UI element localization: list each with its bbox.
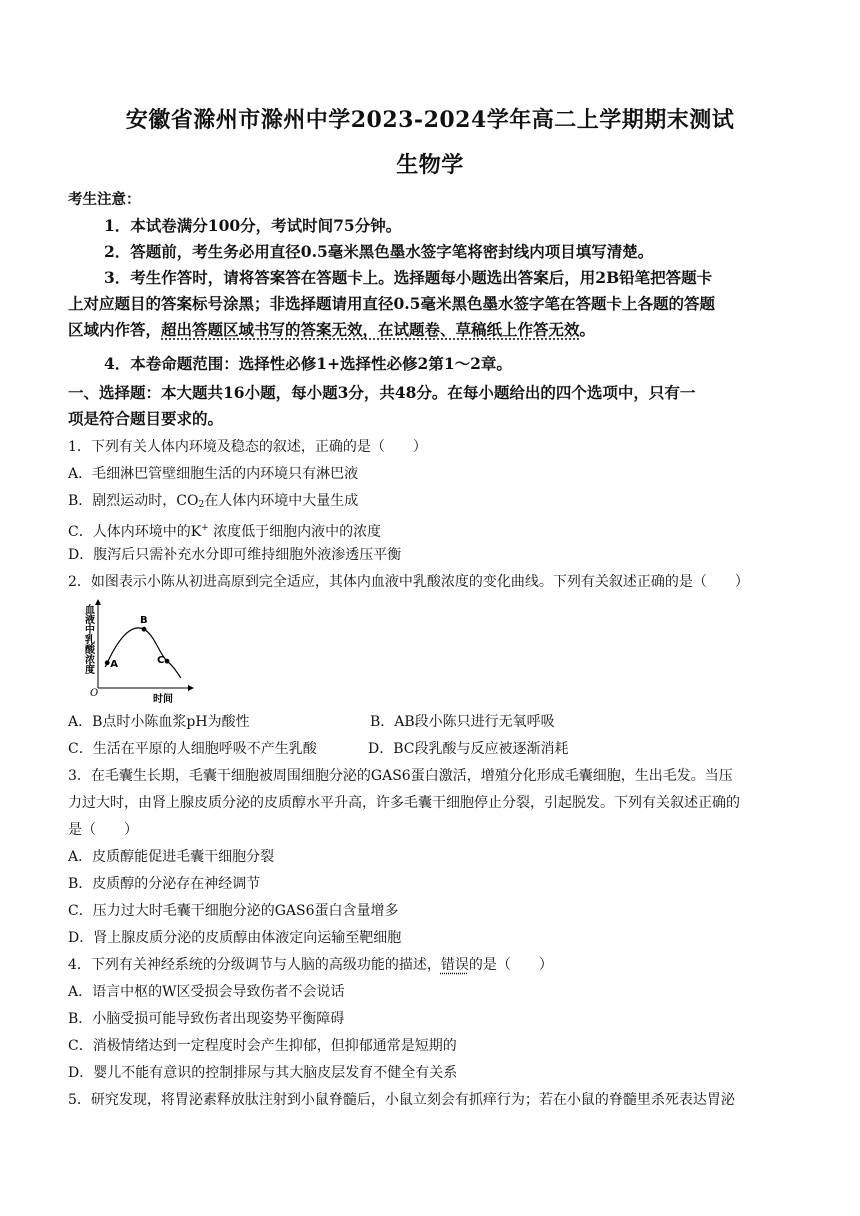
q2-option-d: D．BC段乳酸与反应被逐渐消耗 [368,741,569,757]
q4-option-a: A．语言中枢的W区受损会导致伤者不会说话 [68,984,345,1000]
chart-x-arrow [188,685,194,691]
q4-stem-text: 4．下列有关神经系统的分级调节与人脑的高级功能的描述， [68,957,441,973]
q1-stem: 1．下列有关人体内环境及稳态的叙述，正确的是（ ） [68,439,427,455]
q1-option-d: D．腹泻后只需补充水分即可维持细胞外液渗透压平衡 [68,547,402,563]
q1-option-c-sup: + [201,523,209,533]
notice-item-3-line-3 [68,320,595,340]
q3-option-c: C．压力过大时毛囊干细胞分泌的GAS6蛋白含量增多 [68,903,399,919]
notice-item-1: 1．本试卷满分100分，考试时间75分钟。 [104,216,402,235]
chart-xlabel: 时间 [153,694,173,704]
lactate-chart [78,598,198,704]
notice-text-end: 。 [579,320,596,339]
chart-curve [105,628,180,678]
q4-stem [68,955,553,975]
exam-subject: 生物学 [396,152,464,178]
notice-item-3-line-2: 上对应题目的答案标号涂黑；非选择题请用直径0.5毫米黑色墨水签字笔在答题卡上各题的答题 [68,294,715,313]
notice-text: 区域内作答， [68,320,162,339]
chart-point-b [142,627,147,632]
notice-item-4: 4．本卷命题范围：选择性必修1+选择性必修2第1～2章。 [104,354,512,373]
notice-emphasis: 超出答题区域书写的答案无效，在试题卷、草稿纸上作答无效 [161,320,580,339]
chart-origin: O [90,688,99,699]
q3-option-b: B．皮质醇的分泌存在神经调节 [68,876,261,892]
notice-heading: 考生注意： [68,191,141,208]
chart-points [105,615,170,670]
exam-title: 安徽省滁州市滁州中学2023-2024学年高二上学期期末测试 [125,107,735,133]
q3-stem-line-1: 3．在毛囊生长期，毛囊干细胞被周围细胞分泌的GAS6蛋白激活，增殖分化形成毛囊细胞，生出毛发。当压 [68,768,733,784]
q1-option-c-text-end: 浓度低于细胞内液中的浓度 [208,524,382,540]
q1-option-b [68,491,358,515]
notice-item-3-line-1: 3．考生作答时，请将答案答在答题卡上。选择题每小题选出答案后，用2B铅笔把答题卡 [104,268,713,287]
q1-option-c [68,518,381,542]
section-heading-line-1: 一、选择题：本大题共16小题，每小题3分，共48分。在每小题给出的四个选项中，只有一 [68,383,696,402]
chart-y-arrow [95,599,101,605]
q4-option-d: D．婴儿不能有意识的控制排尿与其大脑皮层发育不健全有关系 [68,1065,458,1081]
q4-option-b: B．小脑受损可能导致伤者出现姿势平衡障碍 [68,1011,345,1027]
q3-stem-line-2: 力过大时，由肾上腺皮质分泌的皮质醇水平升高，许多毛囊干细胞停止分裂，引起脱发。下列有关叙述正确的 [68,795,740,811]
chart-point-c [165,659,170,664]
chart-point-label-b: B [140,615,148,627]
q4-stem-emphasis: 错误 [440,957,469,973]
q5-stem-line-1: 5．研究发现，将胃泌素释放肽注射到小鼠脊髓后，小鼠立刻会有抓痒行为；若在小鼠的脊髓里杀死表达胃泌 [68,1092,735,1108]
q4-option-c: C．消极情绪达到一定程度时会产生抑郁，但抑郁通常是短期的 [68,1038,457,1054]
q1-option-b-sub: 2 [198,500,205,510]
q1-option-a: A．毛细淋巴管壁细胞生活的内环境只有淋巴液 [68,466,359,482]
q1-option-b-text: B．剧烈运动时，CO [68,493,199,509]
q4-stem-text-end: 的是（ ） [468,957,553,973]
q3-stem-line-3: 是（ ） [68,822,138,838]
chart-point-label-c: C [157,655,165,667]
q2-option-a: A．B点时小陈血浆pH为酸性 [68,714,250,730]
q1-option-b-text-end: 在人体内环境中大量生成 [204,493,359,509]
q1-option-c-text: C．人体内环境中的K [68,524,202,540]
q3-option-d: D．肾上腺皮质分泌的皮质醇由体液定向运输至靶细胞 [68,930,402,946]
q3-option-a: A．皮质醇能促进毛囊干细胞分裂 [68,849,275,865]
chart-ylabel: 血液中乳酸浓度 [82,604,94,674]
q2-option-b: B．AB段小陈只进行无氧呼吸 [370,714,555,730]
section-heading-line-2: 项是符合题目要求的。 [68,409,224,428]
q2-stem: 2．如图表示小陈从初进高原到完全适应，其体内血液中乳酸浓度的变化曲线。下列有关叙述正确的是（ ） [68,574,749,590]
q2-option-c: C．生活在平原的人细胞呼吸不产生乳酸 [68,741,317,757]
notice-item-2: 2．答题前，考生务必用直径0.5毫米黑色墨水签字笔将密封线内项目填写清楚。 [104,242,654,261]
chart-point-label-a: A [110,658,118,670]
chart-point-a [105,660,110,665]
